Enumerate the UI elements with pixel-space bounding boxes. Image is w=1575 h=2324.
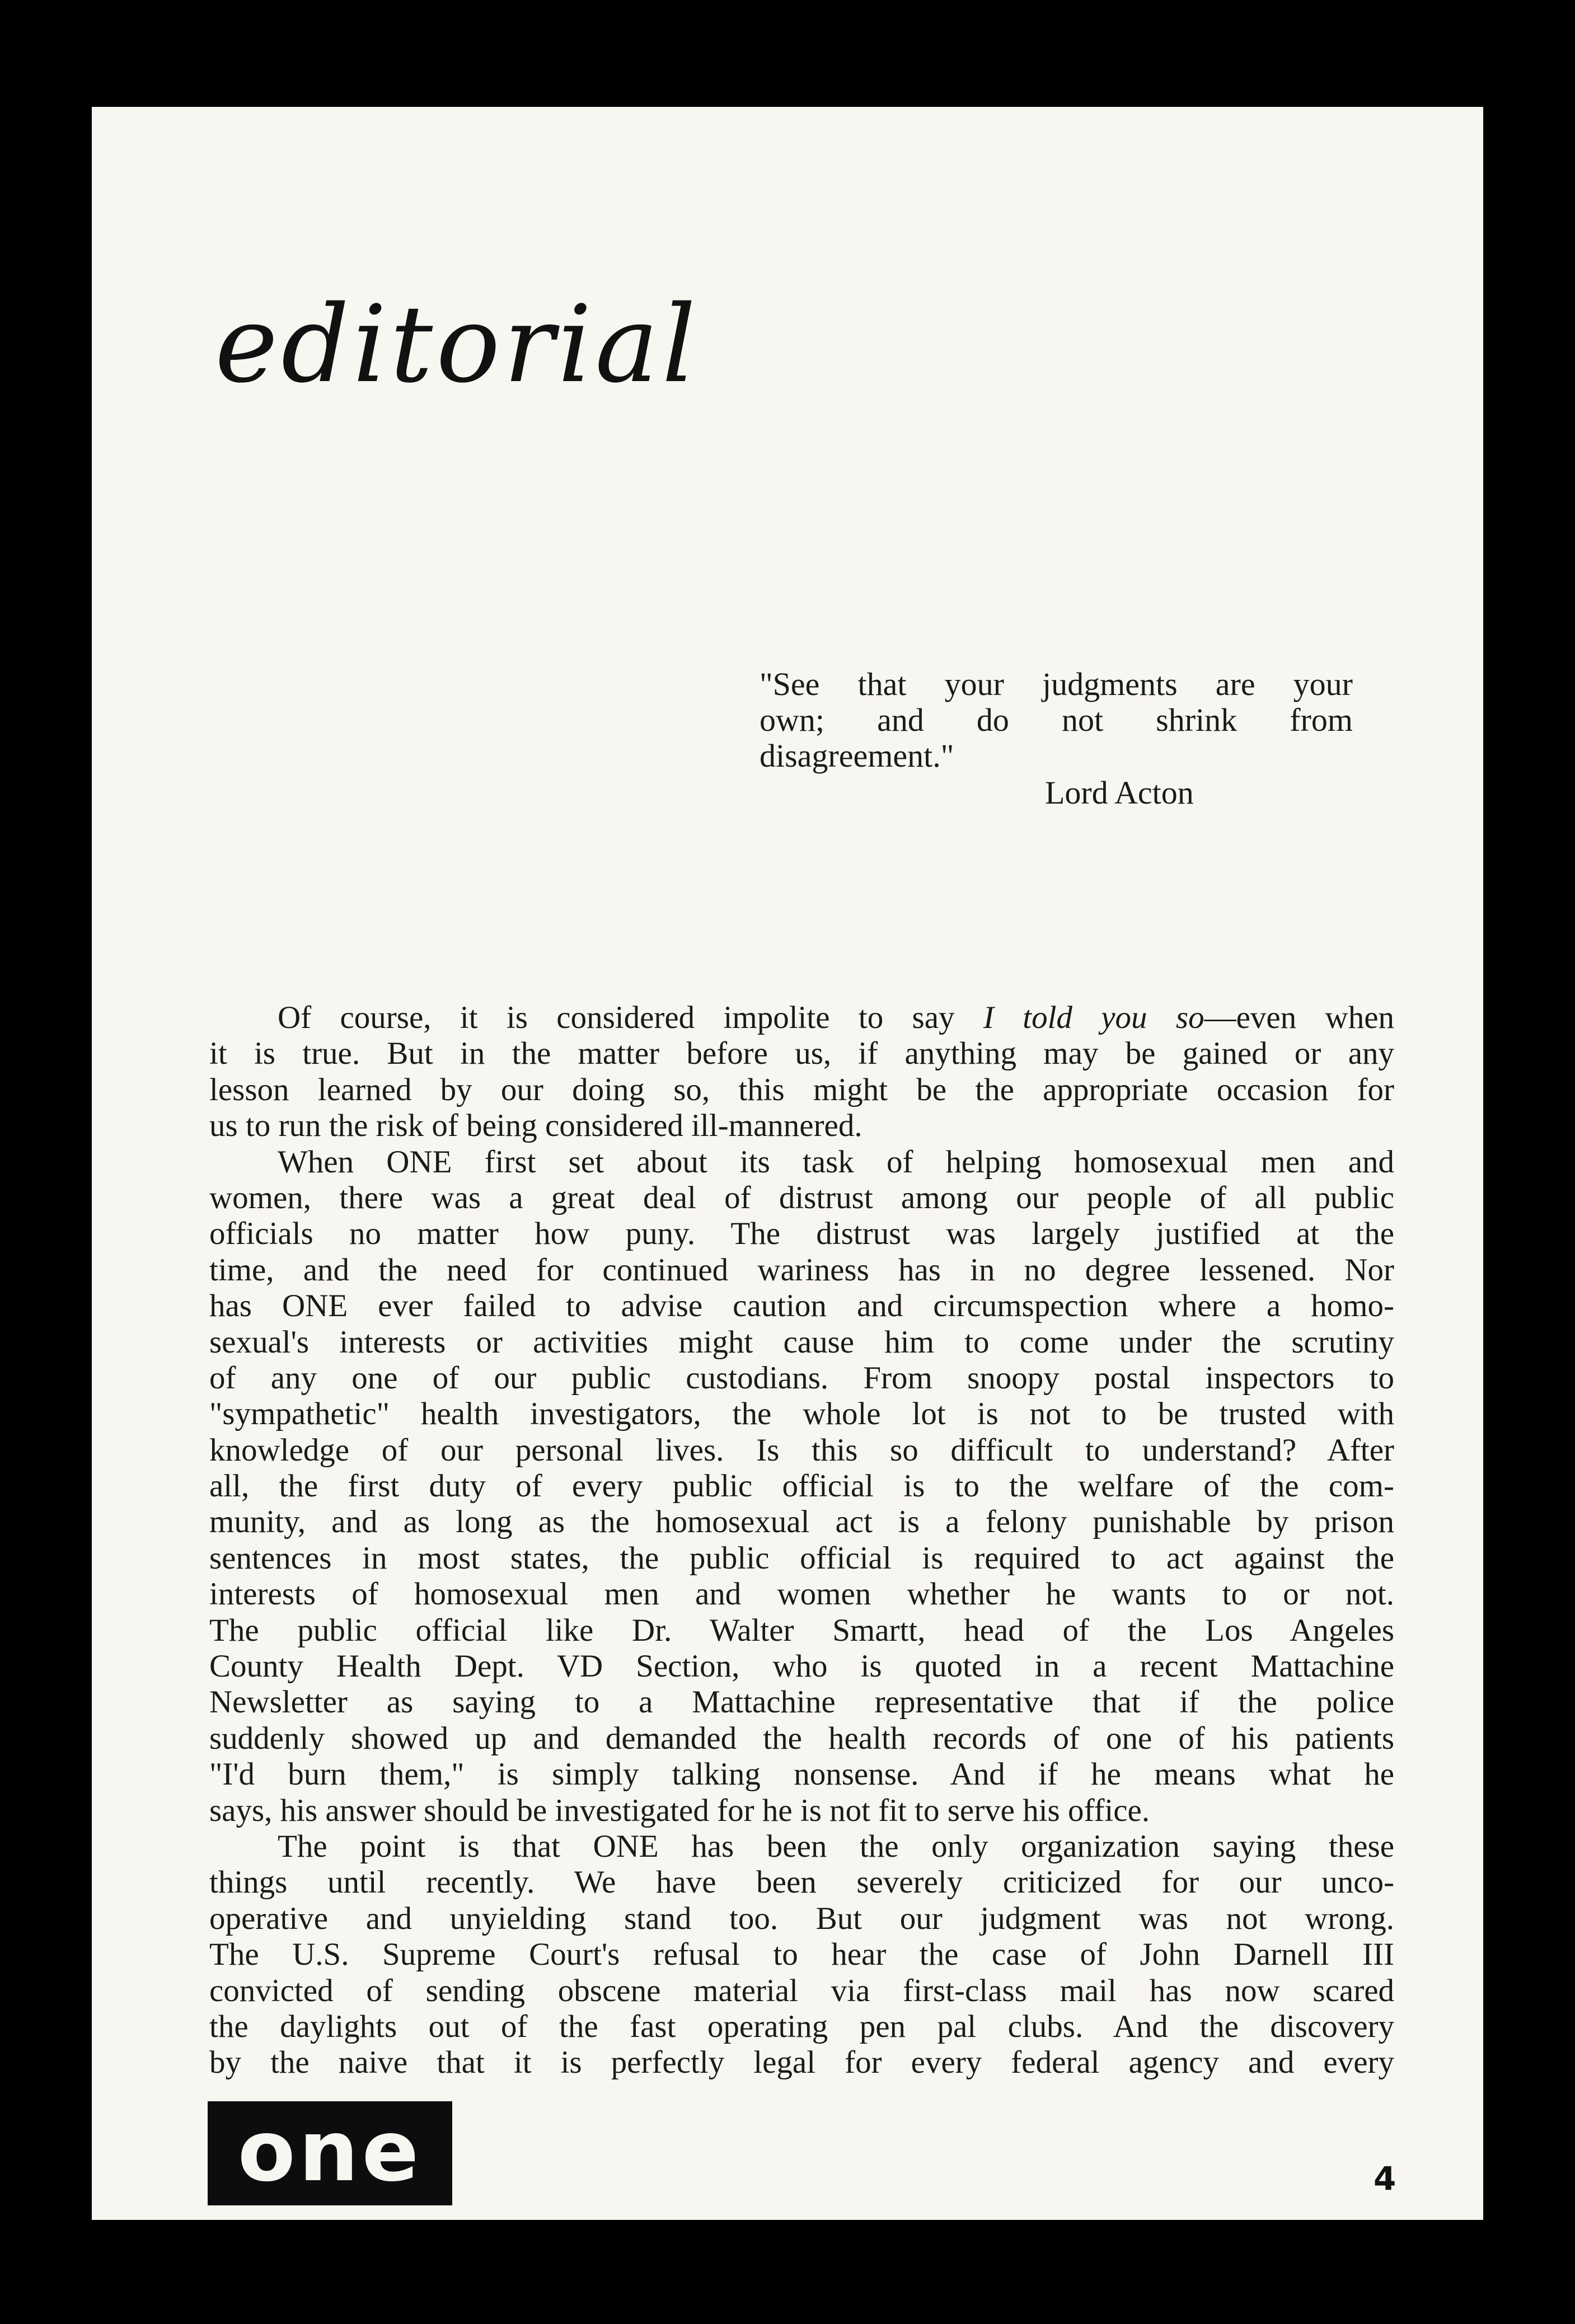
body-line: women, there was a great deal of distrust among our people of all public [209,1180,1394,1215]
body-line: The U.S. Supreme Court's refusal to hear the case of John Darnell III [209,1937,1394,1973]
body-italic-text: I told you so [983,1000,1204,1035]
body-line: the daylights out of the fast operating pen pal clubs. And the discovery [209,2008,1394,2044]
body-text: —even when [1204,1000,1395,1035]
page-title: editorial [215,283,700,406]
body-line: officials no matter how puny. The distrust was largely justified at the [209,1216,1394,1252]
body-line: says, his answer should be investigated for he is not fit to serve his office. [209,1792,1150,1828]
body-line: munity, and as long as the homosexual act is a felony punishable by prison [209,1504,1394,1540]
body-line: "I'd burn them," is simply talking nonsense. And if he means what he [209,1757,1394,1792]
one-magazine-logo: one [208,2101,452,2205]
body-line: The point is that ONE has been the only organization saying these [278,1828,1394,1864]
body-line: The public official like Dr. Walter Smartt, head of the Los Angeles [209,1612,1394,1648]
body-line: convicted of sending obscene material via first-class mail has now scared [209,1973,1394,2008]
body-line: has ONE ever failed to advise caution and circumspection where a homo- [209,1288,1394,1324]
epigraph-line: disagreement." [760,738,954,774]
body-line: County Health Dept. VD Section, who is quoted in a recent Mattachine [209,1649,1394,1684]
body-line: time, and the need for continued wariness has in no degree lessened. Nor [209,1252,1394,1288]
body-line: knowledge of our personal lives. Is this so difficult to understand? After [209,1432,1394,1468]
body-line: things until recently. We have been severely criticized for our unco- [209,1865,1394,1900]
body-line: sentences in most states, the public official is required to act against the [209,1540,1394,1576]
body-line: sexual's interests or activities might cause him to come under the scrutiny [209,1324,1394,1360]
article-body [209,1000,1394,2081]
body-line: it is true. But in the matter before us, if anything may be gained or any [209,1036,1394,1072]
epigraph-line: own; and do not shrink from [760,702,1353,738]
body-line: of any one of our public custodians. From snoopy postal inspectors to [209,1360,1394,1396]
body-line: us to run the risk of being considered ill-mannered. [209,1108,862,1144]
body-line: interests of homosexual men and women whether he wants to or not. [209,1576,1394,1612]
page-number: 4 [1374,2159,1396,2198]
body-line [209,1000,1394,1036]
body-line: "sympathetic" health investigators, the whole lot is not to be trusted with [209,1396,1394,1432]
epigraph [760,666,1353,811]
body-line: When ONE first set about its task of helping homosexual men and [278,1144,1394,1180]
body-line: lesson learned by our doing so, this might be the appropriate occasion for [209,1072,1394,1107]
magazine-page [92,107,1483,2220]
body-line: all, the first duty of every public official is to the welfare of the com- [209,1468,1394,1504]
body-line: suddenly showed up and demanded the health records of one of his patients [209,1720,1394,1756]
body-line: operative and unyielding stand too. But our judgment was not wrong. [209,1900,1394,1936]
body-line: Newsletter as saying to a Mattachine representative that if the police [209,1684,1394,1720]
epigraph-attribution: Lord Acton [1045,774,1194,811]
epigraph-line: "See that your judgments are your [760,666,1353,702]
body-text: Of course, it is considered impolite to say [278,1000,983,1035]
body-line: by the naive that it is perfectly legal for every federal agency and every [209,2045,1394,2081]
